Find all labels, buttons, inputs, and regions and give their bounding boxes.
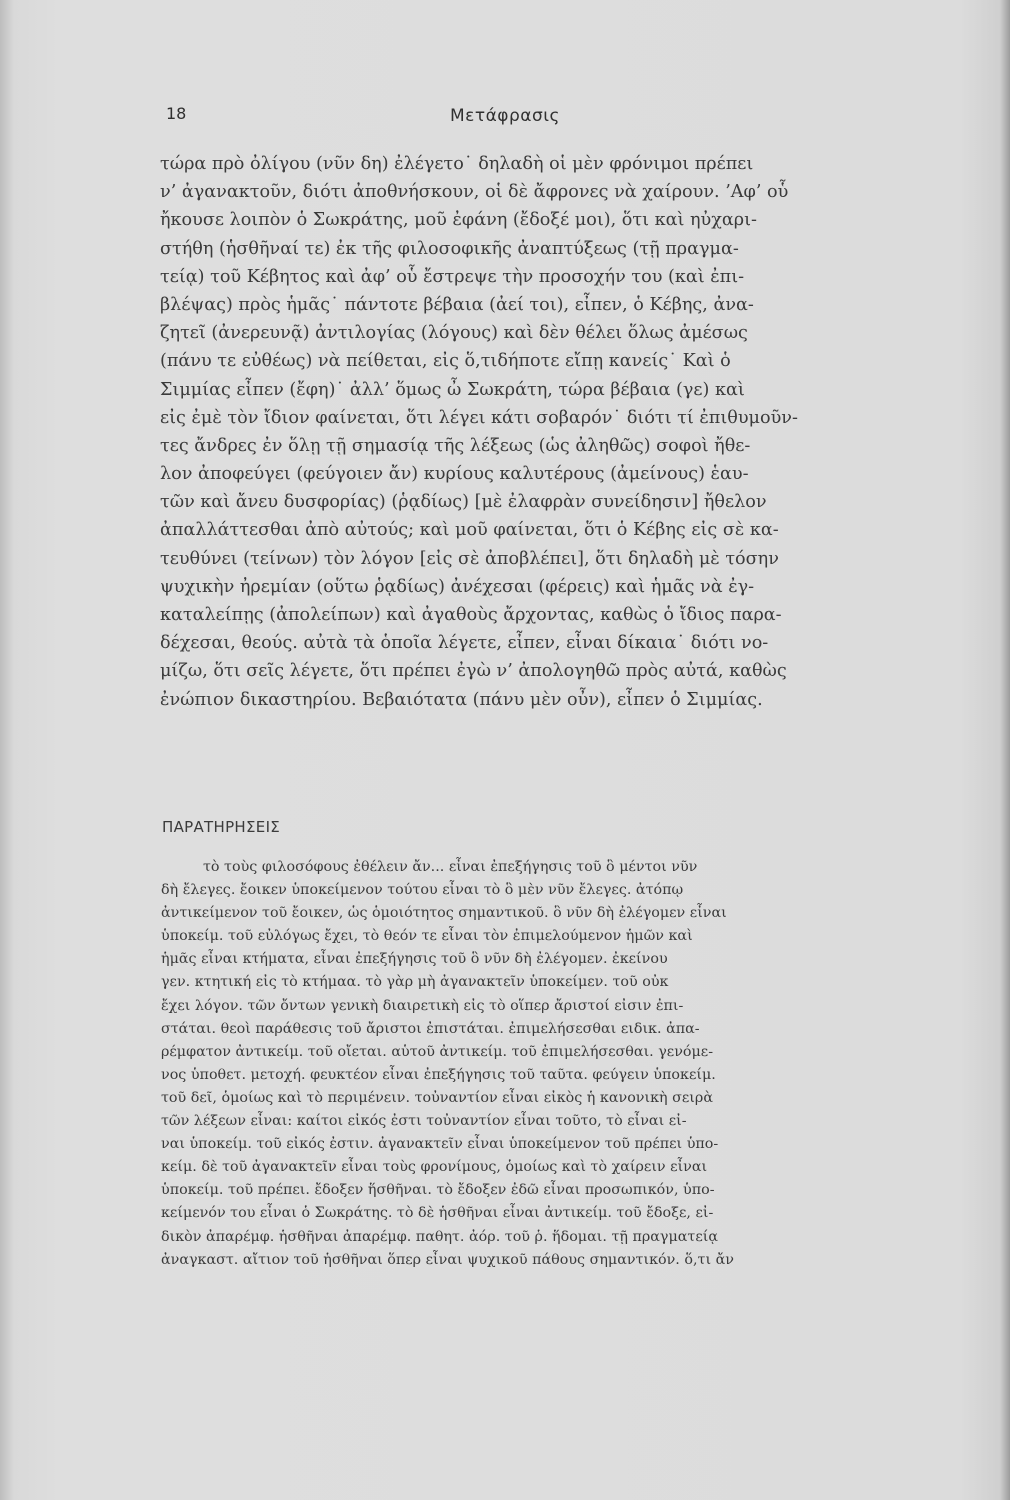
text-line: τευθύνει (τείνων) τὸν λόγον [εἰς σὲ ἀποβλέπει], ὅτι δηλαδὴ μὲ τόσην [160,548,779,569]
text-line: ἀπαλλάττεσθαι ἀπὸ αὐτούς; καὶ μοῦ φαίνεται, ὅτι ὁ Κέβης εἰς σὲ κα- [160,520,779,541]
text-line: ζητεῖ (ἀνερευνᾷ) ἀντιλογίας (λόγους) καὶ δὲν θέλει ὅλως ἀμέσως [160,323,748,344]
text-line: καταλείπῃς (ἀπολείπων) καὶ ἀγαθοὺς ἄρχοντας, καθὼς ὁ ἴδιος παρα- [160,605,782,625]
text-line: ψυχικὴν ἠρεμίαν (οὕτω ῥᾳδίως) ἀνέχεσαι (φέρεις) καὶ ἡμᾶς νὰ ἐγ- [160,576,755,597]
note-line: δὴ ἔλεγες. ἔοικεν ὑποκείμενον τούτου εἶναι τὸ ὃ μὲν νῦν ἔλεγες. ἀτόπῳ [161,882,684,899]
text-line: εἰς ἐμὲ τὸν ἴδιον φαίνεται, ὅτι λέγει κάτι σοβαρόν˙ διότι τί ἐπιθυμοῦν- [160,407,798,428]
note-line: ναι ὑποκείμ. τοῦ εἰκός ἐστιν. ἀγανακτεῖν εἶναι ὑποκείμενον τοῦ πρέπει ὑπο- [161,1136,719,1153]
text-line: μίζω, ὅτι σεῖς λέγετε, ὅτι πρέπει ἐγὼ ν’ ἀπολογηθῶ πρὸς αὐτά, καθὼς [160,661,787,682]
text-line: τες ἄνδρες ἐν ὅλῃ τῇ σημασίᾳ τῆς λέξεως (ὡς ἀληθῶς) σοφοὶ ἤθε- [160,435,751,456]
text-line: ν’ ἀγανακτοῦν, διότι ἀποθνήσκουν, οἱ δὲ ἄφρονες νὰ χαίρουν. ’Αφ’ οὗ [160,182,789,203]
page-number: 18 [166,104,187,123]
text-line: λον ἀποφεύγει (φεύγοιεν ἄν) κυρίους καλυτέρους (ἀμείνους) ἑαυ- [160,464,749,485]
text-line: τείᾳ) τοῦ Κέβητος καὶ ἀφ’ οὗ ἔστρεψε τὴν προσοχήν του (καὶ ἐπι- [160,266,745,287]
notes-heading: ΠΑΡΑΤΗΡΗΣΕΙΣ [162,818,281,836]
note-line: δικὸν ἀπαρέμφ. ἡσθῆναι ἀπαρέμφ. παθητ. ἀόρ. τοῦ ῥ. ἥδομαι. τῇ πραγματείᾳ [161,1228,718,1245]
translation-text [160,150,990,714]
text-line: δέχεσαι, θεούς. αὐτὰ τὰ ὁποῖα λέγετε, εἶπεν, εἶναι δίκαια˙ διότι νο- [160,633,769,654]
text-line: βλέψας) πρὸς ἡμᾶς˙ πάντοτε βέβαια (ἀεί τοι), εἶπεν, ὁ Κέβης, ἀνα- [160,294,754,315]
text-line: τῶν καὶ ἄνευ δυσφορίας) (ῥᾳδίως) [μὲ ἐλαφρὰν συνείδησιν] ἤθελον [160,492,767,513]
note-line: τοῦ δεῖ, ὁμοίως καὶ τὸ περιμένειν. τοὐναντίον εἶναι εἰκὸς ἡ κανονικὴ σειρὰ [161,1089,713,1106]
text-line: τώρα πρὸ ὀλίγου (νῦν δη) ἐλέγετο˙ δηλαδὴ οἱ μὲν φρόνιμοι πρέπει [160,154,754,174]
text-line: στήθη (ἡσθῆναί τε) ἐκ τῆς φιλοσοφικῆς ἀναπτύξεως (τῇ πραγμα- [160,238,739,259]
note-line: τῶν λέξεων εἶναι: καίτοι εἰκός ἐστι τοὐναντίον εἶναι τοῦτο, τὸ εἶναι εἰ- [161,1113,687,1130]
note-line: στάται. θεοὶ παράθεσις τοῦ ἄριστοι ἐπιστάται. ἐπιμελήσεσθαι ειδικ. ἀπα- [161,1020,700,1037]
text-line: ἤκουσε λοιπὸν ὁ Σωκράτης, μοῦ ἐφάνη (ἔδοξέ μοι), ὅτι καὶ ηὐχαρι- [160,210,757,231]
note-line: ἔχει λόγον. τῶν ὄντων γενικὴ διαιρετικὴ εἰς τὸ οἵπερ ἄριστοί εἰσιν ἐπι- [161,997,684,1014]
note-line: ἡμᾶς εἶναι κτήματα, εἶναι ἐπεξήγησις τοῦ ὃ νῦν δὴ ἐλέγομεν. ἐκείνου [161,951,668,968]
note-line: ἀναγκαστ. αἴτιον τοῦ ἡσθῆναι ὅπερ εἶναι ψυχικοῦ πάθους σημαντικόν. ὅ,τι ἄν [161,1251,734,1268]
running-title: Μετάφρασις [449,106,560,126]
notes-text [161,856,1001,1272]
note-line: ὑποκείμ. τοῦ εὐλόγως ἔχει, τὸ θεόν τε εἶναι τὸν ἐπιμελούμενον ἡμῶν καὶ [161,928,693,945]
note-line: κείμενόν του εἶναι ὁ Σωκράτης. τὸ δὲ ἡσθῆναι εἶναι ἀντικείμ. τοῦ ἔδοξε, εἰ- [161,1205,714,1222]
note-line: τὸ τοὺς φιλοσόφους ἐθέλειν ἄν... εἶναι ἐπεξήγησις τοῦ ὃ μέντοι νῦν [203,859,698,875]
note-line: ὑποκείμ. τοῦ πρέπει. ἔδοξεν ἥσθῆναι. τὸ ἔδοξεν ἐδῶ εἶναι προσωπικόν, ὑπο- [161,1182,715,1199]
note-line: ἀντικείμενον τοῦ ἔοικεν, ὡς ὁμοιότητος σημαντικοῦ. ὃ νῦν δὴ ἐλέγομεν εἶναι [161,905,727,922]
note-line: κείμ. δὲ τοῦ ἀγανακτεῖν εἶναι τοὺς φρονίμους, ὁμοίως καὶ τὸ χαίρειν εἶναι [161,1159,708,1176]
note-line: νος ὑποθετ. μετοχή. φευκτέον εἶναι ἐπεξήγησις τοῦ ταῦτα. φεύγειν ὑποκείμ. [161,1066,716,1083]
note-line: ρέμφατον ἀντικείμ. τοῦ οἴεται. αὑτοῦ ἀντικείμ. τοῦ ἐπιμελήσεσθαι. γενόμε- [161,1043,714,1060]
text-line: ἐνώπιον δικαστηρίου. Βεβαιότατα (πάνυ μὲν οὖν), εἶπεν ὁ Σιμμίας. [160,689,763,710]
note-line: γεν. κτητική εἰς τὸ κτήμαα. τὸ γὰρ μὴ ἀγανακτεῖν ὑποκείμεν. τοῦ οὐκ [161,974,669,991]
text-line: (πάνυ τε εὐθέως) νὰ πείθεται, εἰς ὅ,τιδήποτε εἴπῃ κανείς˙ Καὶ ὁ [160,351,731,372]
text-line: Σιμμίας εἶπεν (ἔφη)˙ ἀλλ’ ὅμως ὦ Σωκράτη, τώρα βέβαια (γε) καὶ [160,379,745,400]
